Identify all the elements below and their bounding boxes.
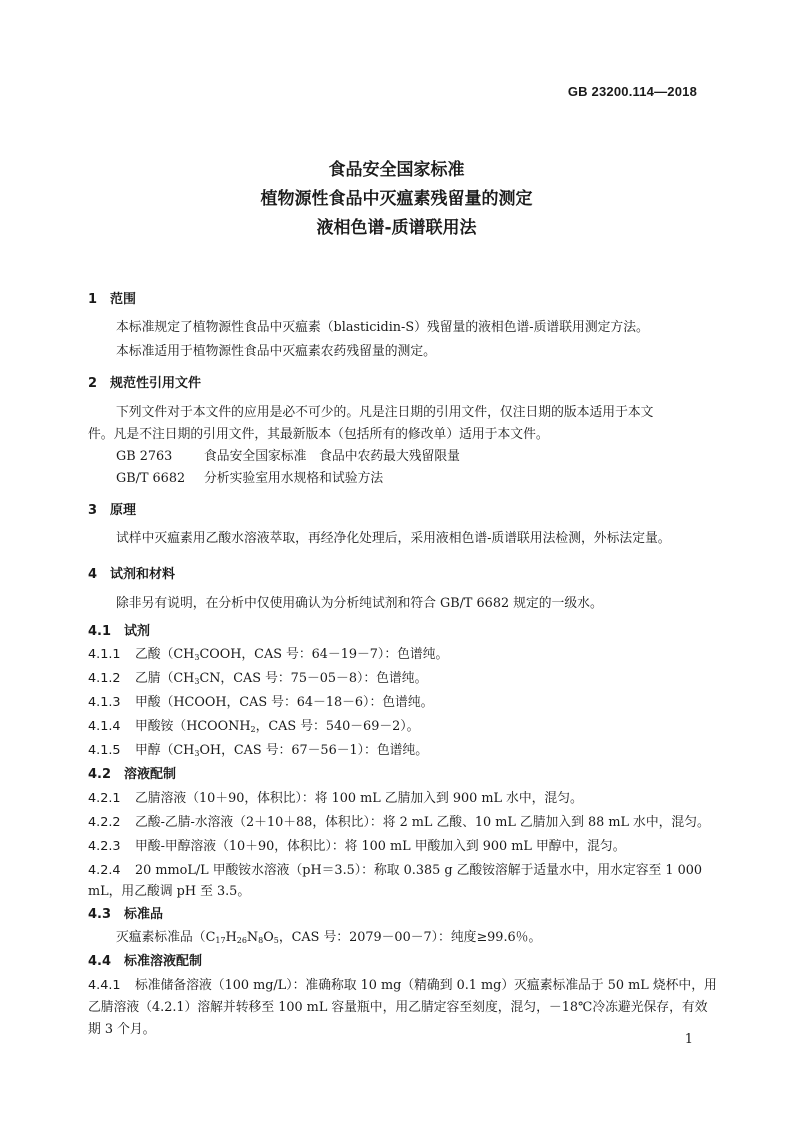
reagent-item: 4.1.3 甲酸（HCOOH，CAS 号：64－18－6）：色谱纯。 xyxy=(88,695,434,710)
subsection-heading-4-3: 4.3 标准品 xyxy=(88,907,164,922)
paragraph-continuation: mL，用乙酸调 pH 至 3.5。 xyxy=(88,884,251,899)
paragraph-continuation: 乙腈溶液（4.2.1）溶解并转移至 100 mL 容量瓶中，用乙腈定容至刻度，混匀，－18℃冷冻避光保存，有效 xyxy=(88,1000,708,1015)
subsection-heading-4-4: 4.4 标准溶液配制 xyxy=(88,954,203,969)
section-heading-3: 3 原理 xyxy=(88,503,137,518)
reagent-item: 4.1.4 甲酸铵（$HCOONH_2$，CAS 号：540－69－2）。 xyxy=(88,719,420,734)
solution-item: 4.2.4 20 mmoL/L 甲酸铵水溶液（pH＝3.5）：称取 0.385 g 乙酸铵溶解于适量水中，用水定容至 1 000 xyxy=(88,863,703,878)
section-heading-1: 1 范围 xyxy=(88,292,137,307)
paragraph-continuation: 期 3 个月。 xyxy=(88,1022,156,1037)
normative-reference: GB/T 6682 分析实验室用水规格和试验方法 xyxy=(116,471,384,486)
paragraph: 本标准规定了植物源性食品中灭瘟素（blasticidin-S）残留量的液相色谱-质谱联用测定方法。 xyxy=(116,320,649,335)
normative-reference: GB 2763 食品安全国家标准 食品中农药最大残留限量 xyxy=(116,449,460,464)
solution-item: 4.2.2 乙酸-乙腈-水溶液（2＋10＋88，体积比）：将 2 mL 乙酸、10 mL 乙腈加入到 88 mL 水中，混匀。 xyxy=(88,815,710,830)
paragraph: 除非另有说明，在分析中仅使用确认为分析纯试剂和符合 GB/T 6682 规定的一级水。 xyxy=(116,596,603,611)
paragraph: 下列文件对于本文件的应用是必不可少的。凡是注日期的引用文件，仅注日期的版本适用于本文 xyxy=(116,405,654,420)
reagent-item: 4.1.2 乙腈（$CH_3CN$，CAS 号：75－05－8）：色谱纯。 xyxy=(88,671,428,686)
page-number: 1 xyxy=(684,1032,693,1047)
title-line-3: 液相色谱-质谱联用法 xyxy=(316,218,477,238)
paragraph-continuation: 件。凡是不注日期的引用文件，其最新版本（包括所有的修改单）适用于本文件。 xyxy=(88,427,549,442)
standard-solution-item: 4.4.1 标准储备溶液（100 mg/L）：准确称取 10 mg（精确到 0.1 mg）灭瘟素标准品于 50 mL 烧杯中，用 xyxy=(88,978,717,993)
section-heading-2: 2 规范性引用文件 xyxy=(88,376,202,391)
standard-code: GB 23200.114—2018 xyxy=(567,84,697,99)
paragraph: 试样中灭瘟素用乙酸水溶液萃取，再经净化处理后，采用液相色谱-质谱联用法检测，外标法定量。 xyxy=(116,531,671,546)
subsection-heading-4-2: 4.2 溶液配制 xyxy=(88,767,177,782)
paragraph: 本标准适用于植物源性食品中灭瘟素农药残留量的测定。 xyxy=(116,344,436,359)
standard-substance-paragraph: 灭瘟素标准品（$C_{17}H_{26}N_8O_5$，CAS 号：2079－00－7）：纯度≥99.6％。 xyxy=(116,930,542,945)
solution-item: 4.2.3 甲酸-甲醇溶液（10＋90，体积比）：将 100 mL 甲酸加入到 900 mL 甲醇中，混匀。 xyxy=(88,839,626,854)
solution-item: 4.2.1 乙腈溶液（10＋90，体积比）：将 100 mL 乙腈加入到 900 mL 水中，混匀。 xyxy=(88,791,583,806)
title-line-2: 植物源性食品中灭瘟素残留量的测定 xyxy=(260,189,533,209)
document-title xyxy=(0,156,793,243)
reagent-item: 4.1.5 甲醇（$CH_3OH$，CAS 号：67－56－1）：色谱纯。 xyxy=(88,743,429,758)
title-line-1: 食品安全国家标准 xyxy=(328,160,465,180)
section-heading-4: 4 试剂和材料 xyxy=(88,567,176,582)
reagent-item: 4.1.1 乙酸（$CH_3COOH$，CAS 号：64－19－7）：色谱纯。 xyxy=(88,647,449,662)
subsection-heading-4-1: 4.1 试剂 xyxy=(88,624,151,639)
